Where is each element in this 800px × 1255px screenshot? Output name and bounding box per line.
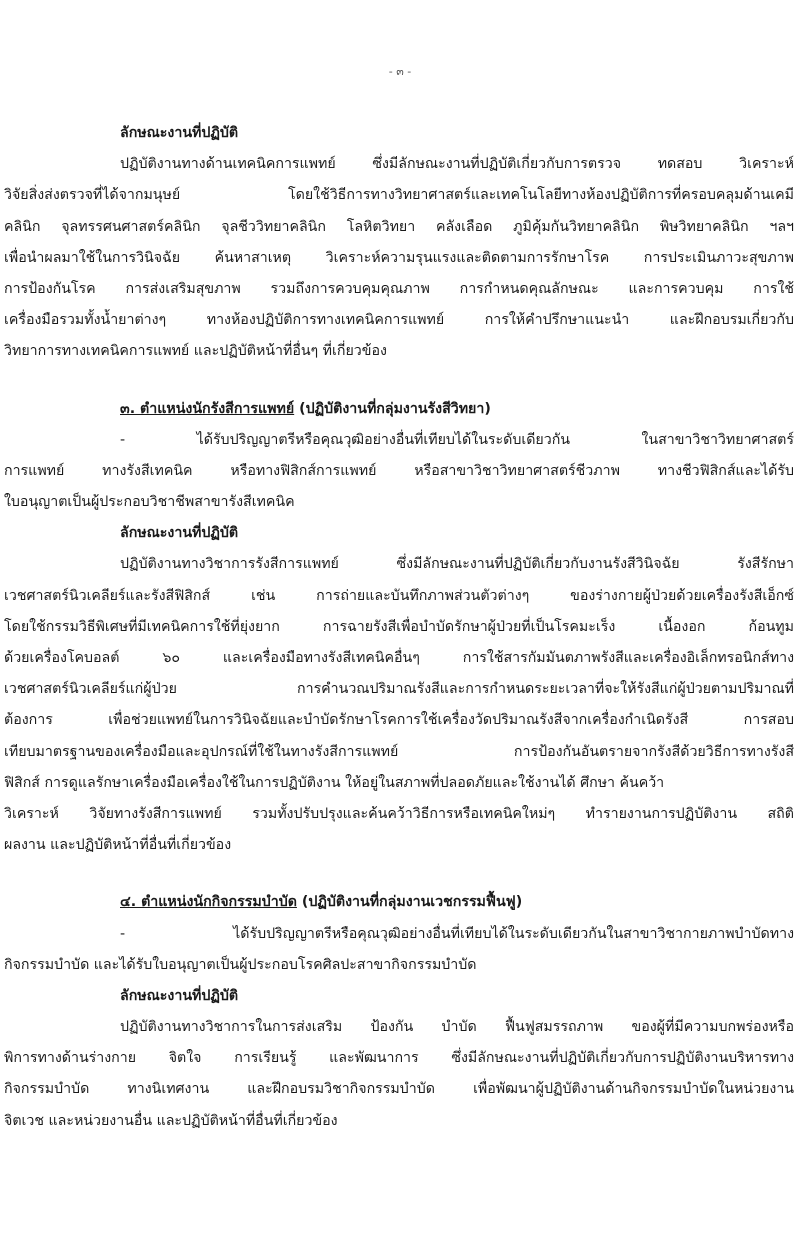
paragraph-line: ปฏิบัติงานทางวิชาการในการส่งเสริม ป้องกัน บำบัด ฟื้นฟูสมรรถภาพ ของผู้ที่มีความบกพร่องหรือ: [120, 1019, 794, 1036]
section-heading: ลักษณะงานที่ปฏิบัติ: [120, 987, 239, 1004]
position-title: ๔. ตำแหน่งนักกิจกรรมบำบัด: [120, 894, 297, 911]
paragraph-line: เพื่อนำผลมาใช้ในการวินิจฉัย ค้นหาสาเหตุ วิเคราะห์ความรุนแรงและติดตามการรักษาโรค การประเมินภาวะสุขภาพ: [4, 249, 794, 266]
paragraph-line: ผลงาน และปฏิบัติหน้าที่อื่นที่เกี่ยวข้อง: [4, 837, 232, 854]
paragraph-line: วิจัยสิ่งส่งตรวจที่ได้จากมนุษย์ โดยใช้วิธีการทางวิทยาศาสตร์และเทคโนโลยีทางห้องปฏิบัติการที่ครอบคลุมด้านเคมี: [4, 187, 794, 204]
paragraph-line: การป้องกันโรค การส่งเสริมสุขภาพ รวมถึงการควบคุมคุณภาพ การกำหนดคุณลักษณะ และการควบคุม การใช้: [4, 280, 794, 297]
position-title: ๓. ตำแหน่งนักรังสีการแพทย์: [120, 400, 295, 417]
qualification-line: กิจกรรมบำบัด และได้รับใบอนุญาตเป็นผู้ประกอบโรคศิลปะสาขากิจกรรมบำบัด: [4, 956, 477, 973]
position-heading: [4, 394, 794, 425]
paragraph-line: พิการทางด้านร่างกาย จิตใจ การเรียนรู้ และพัฒนาการ ซึ่งมีลักษณะงานที่ปฏิบัติเกี่ยวกับการปฏิบัติงานบริหารทาง: [4, 1050, 794, 1067]
paragraph-line: ปฏิบัติงานทางวิชาการรังสีการแพทย์ ซึ่งมีลักษณะงานที่ปฏิบัติเกี่ยวกับงานรังสีวินิจฉัย รังสีรักษา: [120, 556, 794, 573]
paragraph-line: เครื่องมือรวมทั้งน้ำยาต่างๆ ทางห้องปฏิบัติการทางเทคนิคการแพทย์ การให้คำปรึกษาแนะนำ และฝึกอบรมเกี่ยวกับ: [4, 312, 794, 329]
position-unit: (ปฏิบัติงานที่กลุ่มงานเวชกรรมฟื้นฟู): [296, 894, 523, 911]
position-heading: [4, 887, 794, 918]
qualification-line: ใบอนุญาตเป็นผู้ประกอบวิชาชีพสาขารังสีเทคนิค: [4, 494, 295, 511]
qualification-line: - ได้รับปริญญาตรีหรือคุณวุฒิอย่างอื่นที่เทียบได้ในระดับเดียวกัน ในสาขาวิชาวิทยาศาสตร์: [120, 431, 794, 448]
qualification-line: การแพทย์ ทางรังสีเทคนิค หรือทางฟิสิกส์การแพทย์ หรือสาขาวิชาวิทยาศาสตร์ชีวภาพ ทางชีวฟิสิกส์และได้รับ: [4, 462, 794, 479]
paragraph-line: กิจกรรมบำบัด ทางนิเทศงาน และฝึกอบรมวิชากิจกรรมบำบัด เพื่อพัฒนาผู้ปฏิบัติงานด้านกิจกรรมบำบัดในหน่วยงาน: [4, 1081, 794, 1098]
qualification-line: - ได้รับปริญญาตรีหรือคุณวุฒิอย่างอื่นที่เทียบได้ในระดับเดียวกันในสาขาวิชากายภาพบำบัดทาง: [120, 925, 794, 942]
paragraph-line: เวชศาสตร์นิวเคลียร์และรังสีฟิสิกส์ เช่น การถ่ายและบันทึกภาพส่วนตัวต่างๆ ของร่างกายผู้ป่วยด้วยเครื่องรังสีเอ็กซ์: [4, 587, 794, 604]
paragraph-line: เทียบมาตรฐานของเครื่องมือและอุปกรณ์ที่ใช้ในทางรังสีการแพทย์ การป้องกันอันตรายจากรังสีด้วยวิธีการทางรังสี: [4, 743, 794, 760]
document-body: [4, 118, 794, 1137]
paragraph-line: วิทยาการทางเทคนิคการแพทย์ และปฏิบัติหน้าที่อื่นๆ ที่เกี่ยวข้อง: [4, 343, 387, 360]
section-heading: ลักษณะงานที่ปฏิบัติ: [120, 525, 239, 542]
position-unit: (ปฏิบัติงานที่กลุ่มงานรังสีวิทยา): [294, 400, 491, 417]
paragraph-line: ปฏิบัติงานทางด้านเทคนิคการแพทย์ ซึ่งมีลักษณะงานที่ปฏิบัติเกี่ยวกับการตรวจ ทดสอบ วิเคราะห์: [120, 156, 794, 173]
paragraph-line: ต้องการ เพื่อช่วยแพทย์ในการวินิจฉัยและบำบัดรักษาโรคการใช้เครื่องวัดปริมาณรังสีจากเครื่องกำเนิดรังสี การสอบ: [4, 712, 794, 729]
paragraph-line: คลินิก จุลทรรศนศาสตร์คลินิก จุลชีววิทยาคลินิก โลหิตวิทยา คลังเลือด ภูมิคุ้มกันวิทยาคลินิก พิษวิทยาคลินิก ฯลฯ: [4, 218, 794, 235]
paragraph-line: ด้วยเครื่องโคบอลต์ ๖๐ และเครื่องมือทางรังสีเทคนิคอื่นๆ การใช้สารกัมมันตภาพรังสีและเครื่องอิเล็กทรอนิกส์ทาง: [4, 650, 794, 666]
paragraph-line: ฟิสิกส์ การดูแลรักษาเครื่องมือเครื่องใช้ในการปฏิบัติงาน ให้อยู่ในสภาพที่ปลอดภัยและใช้งานได้ ศึกษา ค้นคว้า: [4, 774, 665, 791]
paragraph-line: วิเคราะห์ วิจัยทางรังสีการแพทย์ รวมทั้งปรับปรุงและค้นคว้าวิธีการหรือเทคนิคใหม่ๆ ทำรายงานการปฏิบัติงาน สถิติ: [4, 805, 794, 822]
paragraph-line: โดยใช้กรรมวิธีพิเศษที่มีเทคนิคการใช้ที่ยุ่งยาก การฉายรังสีเพื่อบำบัดรักษาผู้ป่วยที่เป็นโรคมะเร็ง เนื้องอก ก้อนทูม: [4, 618, 794, 635]
section-heading: ลักษณะงานที่ปฏิบัติ: [120, 125, 239, 141]
page-number: - ๓ -: [388, 65, 412, 78]
paragraph-line: เวชศาสตร์นิวเคลียร์แก่ผู้ป่วย การคำนวณปริมาณรังสีและการกำหนดระยะเวลาที่จะให้รังสีแก่ผู้ป่วยตามปริมาณที่: [4, 681, 794, 698]
paragraph-line: จิตเวช และหน่วยงานอื่น และปฏิบัติหน้าที่อื่นที่เกี่ยวข้อง: [4, 1112, 338, 1129]
